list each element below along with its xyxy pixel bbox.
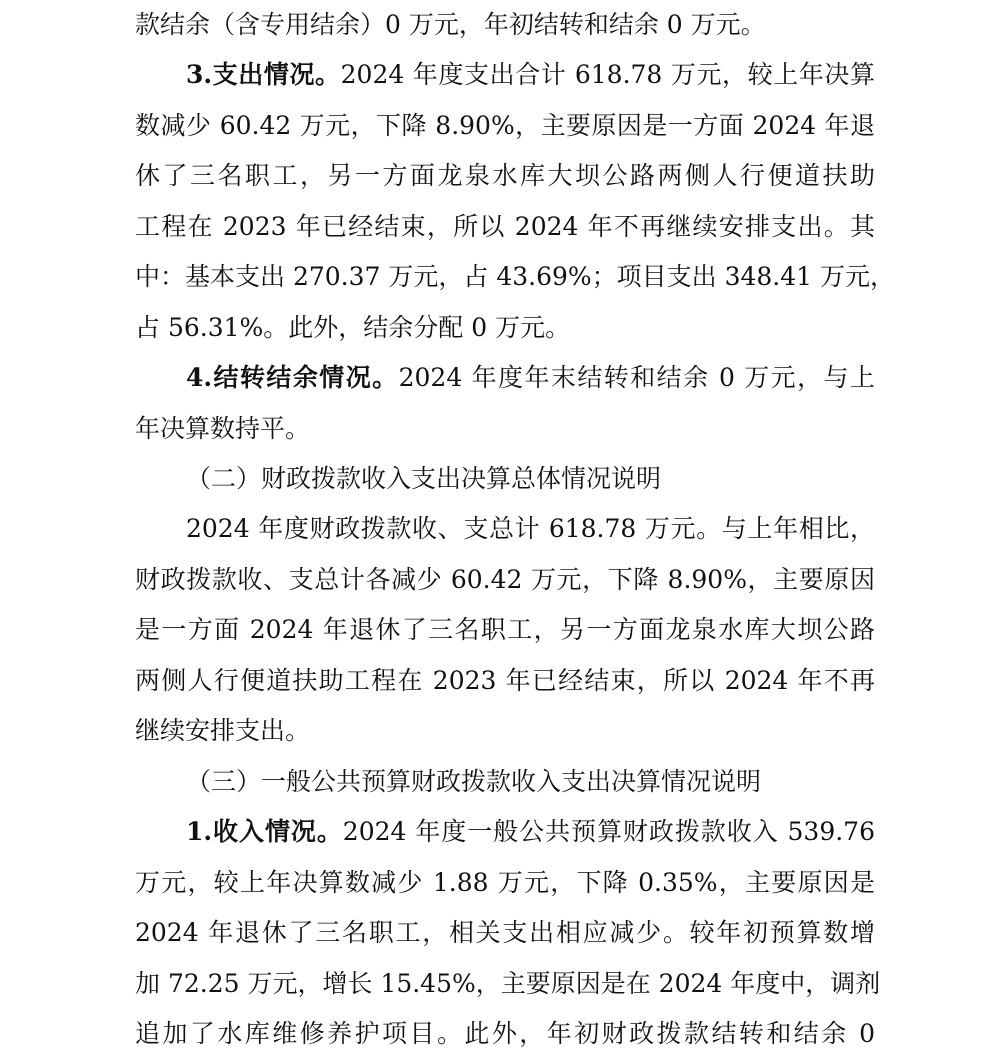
paragraph-line: 万元，较上年决算数减少 1.88 万元，下降 0.35%，主要原因是 [135,868,875,897]
paragraph-line: 财政拨款收、支总计各减少 60.42 万元，下降 8.90%，主要原因 [135,565,875,594]
item-lead: 3.支出情况。 [186,60,341,89]
paragraph-line [186,58,875,92]
section-heading: （二）财政拨款收入支出决算总体情况说明 [186,464,662,493]
paragraph-text: 2024 年度一般公共预算财政拨款收入 539.76 [342,817,875,846]
paragraph-line: 是一方面 2024 年退休了三名职工，另一方面龙泉水库大坝公路 [135,615,875,644]
item-lead: 1.收入情况。 [186,817,343,846]
paragraph-line: 继续安排支出。 [135,716,311,745]
paragraph-line: 款结余（含专用结余）0 万元，年初结转和结余 0 万元。 [135,10,766,39]
paragraph-line: 追加了水库维修养护项目。此外，年初财政拨款结转和结余 0 [135,1019,875,1048]
paragraph-line: 两侧人行便道扶助工程在 2023 年已经结束，所以 2024 年不再 [135,666,875,695]
paragraph-line: 中：基本支出 270.37 万元，占 43.69%；项目支出 348.41 万元， [135,262,896,291]
paragraph-line: 年决算数持平。 [135,414,311,443]
paragraph-line: 2024 年退休了三名职工，相关支出相应减少。较年初预算数增 [135,918,875,947]
paragraph-text: 2024 年度年末结转和结余 0 万元，与上 [398,363,875,392]
paragraph-line: 休了三名职工，另一方面龙泉水库大坝公路两侧人行便道扶助 [135,161,875,190]
paragraph-line: 占 56.31%。此外，结余分配 0 万元。 [135,313,571,342]
section-heading: （三）一般公共预算财政拨款收入支出决算情况说明 [186,767,762,796]
paragraph-line: 工程在 2023 年已经结束，所以 2024 年不再继续安排支出。其 [135,212,875,241]
item-lead: 4.结转结余情况。 [186,363,399,392]
paragraph-line: 加 72.25 万元，增长 15.45%，主要原因是在 2024 年度中，调剂 [135,969,881,998]
paragraph-text: 2024 年度支出合计 618.78 万元，较上年决算 [340,60,875,89]
paragraph-line [186,815,875,849]
paragraph-line [186,361,875,395]
paragraph-line: 2024 年度财政拨款收、支总计 618.78 万元。与上年相比， [186,514,875,543]
paragraph-line: 数减少 60.42 万元，下降 8.90%，主要原因是一方面 2024 年退 [135,111,875,140]
